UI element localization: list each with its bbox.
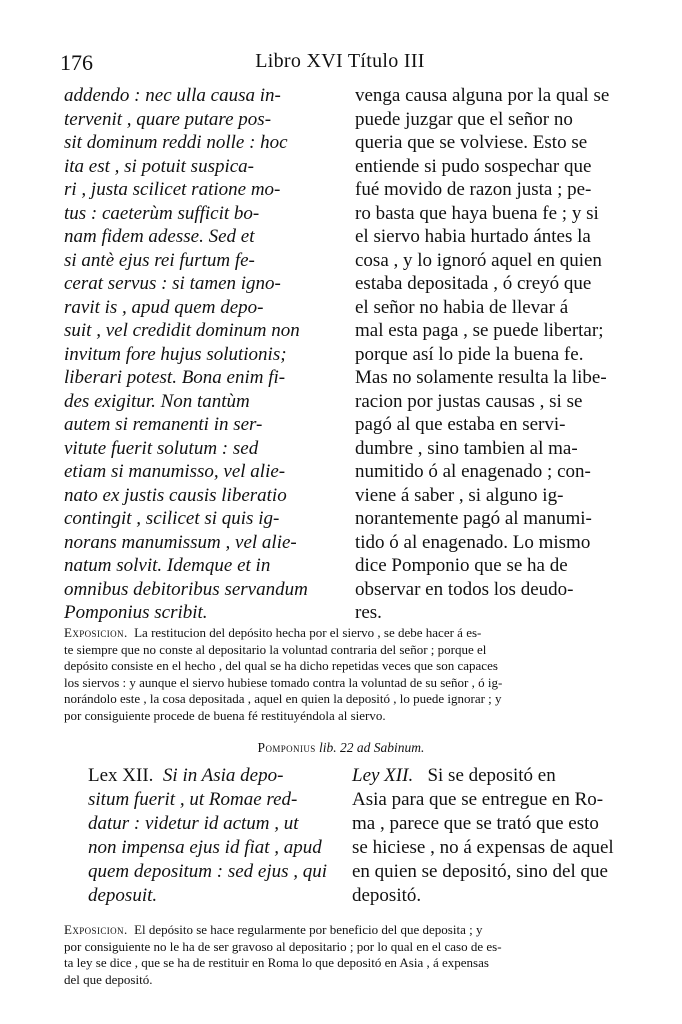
text-line: ma , parece que se trató que esto — [352, 813, 599, 834]
text-line: en quien se depositó, sino del que — [352, 861, 608, 882]
text-line: Asia para que se entregue en Ro- — [352, 789, 604, 810]
text-line: Si in Asia depo- — [162, 765, 284, 786]
text-line: res. — [355, 602, 382, 623]
text-line: cerat servus : si tamen igno- — [64, 273, 281, 294]
text-line: depósito consiste en el hecho , del qual se ha dicho repetidas veces que son capaces — [64, 658, 498, 673]
exposicion-note-1 — [64, 625, 624, 724]
text-line: queria que se volviese. Esto se — [355, 132, 588, 153]
text-line: el siervo habia hurtado ántes la — [355, 226, 591, 247]
text-line: fué movido de razon justa ; pe- — [355, 179, 592, 200]
text-line: venga causa alguna por la qual se — [355, 85, 610, 106]
text-line: natum solvit. Idemque et in — [64, 555, 271, 576]
text-line: invitum fore hujus solutionis; — [64, 343, 287, 365]
text-line: del que depositó. — [64, 971, 153, 987]
exposicion-label: Exposicion. — [64, 922, 128, 937]
text-line: quem depositum : sed ejus , qui — [88, 861, 328, 882]
text-line: omnibus debitoribus servandum — [64, 578, 308, 600]
text-line: ita est , si potuit suspica- — [64, 155, 254, 177]
text-line: nam fidem adesse. Sed et — [64, 226, 255, 247]
text-line: autem si remanenti in ser- — [64, 414, 263, 435]
running-title: Libro XVI Título III — [255, 50, 425, 72]
text-line: viene á saber , si alguno ig- — [355, 484, 564, 506]
text-line: puede juzgar que el señor no — [355, 108, 573, 130]
lex-heading: Lex XII. — [88, 765, 154, 786]
text-line: tido ó al enagenado. Lo mismo — [355, 531, 591, 553]
text-line: non impensa ejus id fiat , apud — [88, 837, 322, 858]
text-line: ravit is , apud quem depo- — [64, 296, 264, 318]
text-line: Si se depositó en — [427, 765, 556, 786]
page-number: 176 — [60, 50, 93, 75]
text-line: el señor no habia de llevar á — [355, 296, 569, 318]
text-line: datur : videtur id actum , ut — [88, 813, 299, 834]
text-line: observar en todos los deudo- — [355, 578, 574, 600]
text-line: tus : caeterùm sufficit bo- — [64, 202, 260, 224]
text-line: mal esta paga , se puede libertar; — [355, 320, 604, 341]
text-line: numitido ó al enagenado ; con- — [355, 461, 591, 482]
text-line: norantemente pagó al manumi- — [355, 508, 592, 529]
text-line: norándolo este , la cosa depositada , aquel en quien la depositó , lo puede ignorar ; y — [64, 691, 502, 706]
text-line: si antè ejus rei furtum fe- — [64, 249, 255, 271]
text-line: sit dominum reddi nolle : hoc — [64, 132, 288, 153]
lex-latin-text — [88, 764, 338, 908]
text-line: cosa , y lo ignoró aquel en quien — [355, 249, 602, 271]
text-line: etiam si manumisso, vel alie- — [64, 461, 286, 482]
exposicion-note-2 — [64, 922, 624, 988]
text-line: liberari potest. Bona enim fi- — [64, 367, 286, 388]
page-header — [60, 50, 620, 80]
source-author: Pomponius — [257, 740, 316, 755]
text-line: nato ex justis causis liberatio — [64, 484, 287, 506]
text-line: depositó. — [352, 885, 422, 906]
text-line: dumbre , sino tambien al ma- — [355, 437, 578, 459]
text-line: situm fuerit , ut Romae red- — [88, 789, 298, 810]
text-line: Pomponius scribit. — [64, 602, 208, 623]
text-line: La restitucion del depósito hecha por el siervo , se debe hacer á es- — [134, 625, 482, 640]
text-line: porque así lo pide la buena fe. — [355, 343, 584, 365]
text-line: vitute fuerit solutum : sed — [64, 437, 259, 459]
text-line: se hiciese , no á expensas de aquel — [352, 837, 614, 858]
text-line: por consiguiente procede de buena fé restituyéndola al siervo. — [64, 707, 386, 723]
source-citation — [0, 740, 682, 756]
text-line: deposuit. — [88, 885, 158, 906]
text-line: des exigitur. Non tantùm — [64, 390, 250, 412]
text-line: El depósito se hace regularmente por beneficio del que deposita ; y — [134, 922, 483, 937]
text-line: pagó al que estaba en servi- — [355, 414, 566, 435]
latin-column-1 — [64, 84, 340, 625]
text-line: ri , justa scilicet ratione mo- — [64, 179, 281, 200]
source-reference: lib. 22 ad Sabinum. — [319, 740, 425, 755]
ley-heading: Ley XII. — [352, 765, 414, 786]
exposicion-label: Exposicion. — [64, 625, 128, 640]
text-line: por consiguiente no le ha de ser gravoso al depositario ; por lo qual en el caso de es- — [64, 938, 502, 954]
text-line: Mas no solamente resulta la libe- — [355, 367, 607, 388]
text-line: contingit , scilicet si quis ig- — [64, 508, 280, 529]
spanish-column-1 — [355, 84, 625, 625]
text-line: ro basta que haya buena fe ; y si — [355, 202, 599, 224]
text-line: tervenit , quare putare pos- — [64, 108, 272, 130]
text-line: racion por justas causas , si se — [355, 390, 583, 412]
text-line: dice Pomponio que se ha de — [355, 555, 568, 576]
text-line: suit , vel credidit dominum non — [64, 320, 300, 341]
text-line: los siervos : y aunque el siervo hubiese tomado contra la voluntad de su señor , ó ig- — [64, 674, 503, 690]
ley-spanish-text — [352, 764, 622, 908]
text-line: addendo : nec ulla causa in- — [64, 85, 281, 106]
text-line: entiende si pudo sospechar que — [355, 155, 592, 177]
text-line: ta ley se dice , que se ha de restituir en Roma lo que depositó en Asia , á expensas — [64, 955, 489, 970]
text-line: estaba depositada , ó creyó que — [355, 273, 592, 294]
text-line: te siempre que no conste al depositario la voluntad contraria del señor ; porque el — [64, 641, 487, 657]
text-line: norans manumissum , vel alie- — [64, 531, 297, 553]
